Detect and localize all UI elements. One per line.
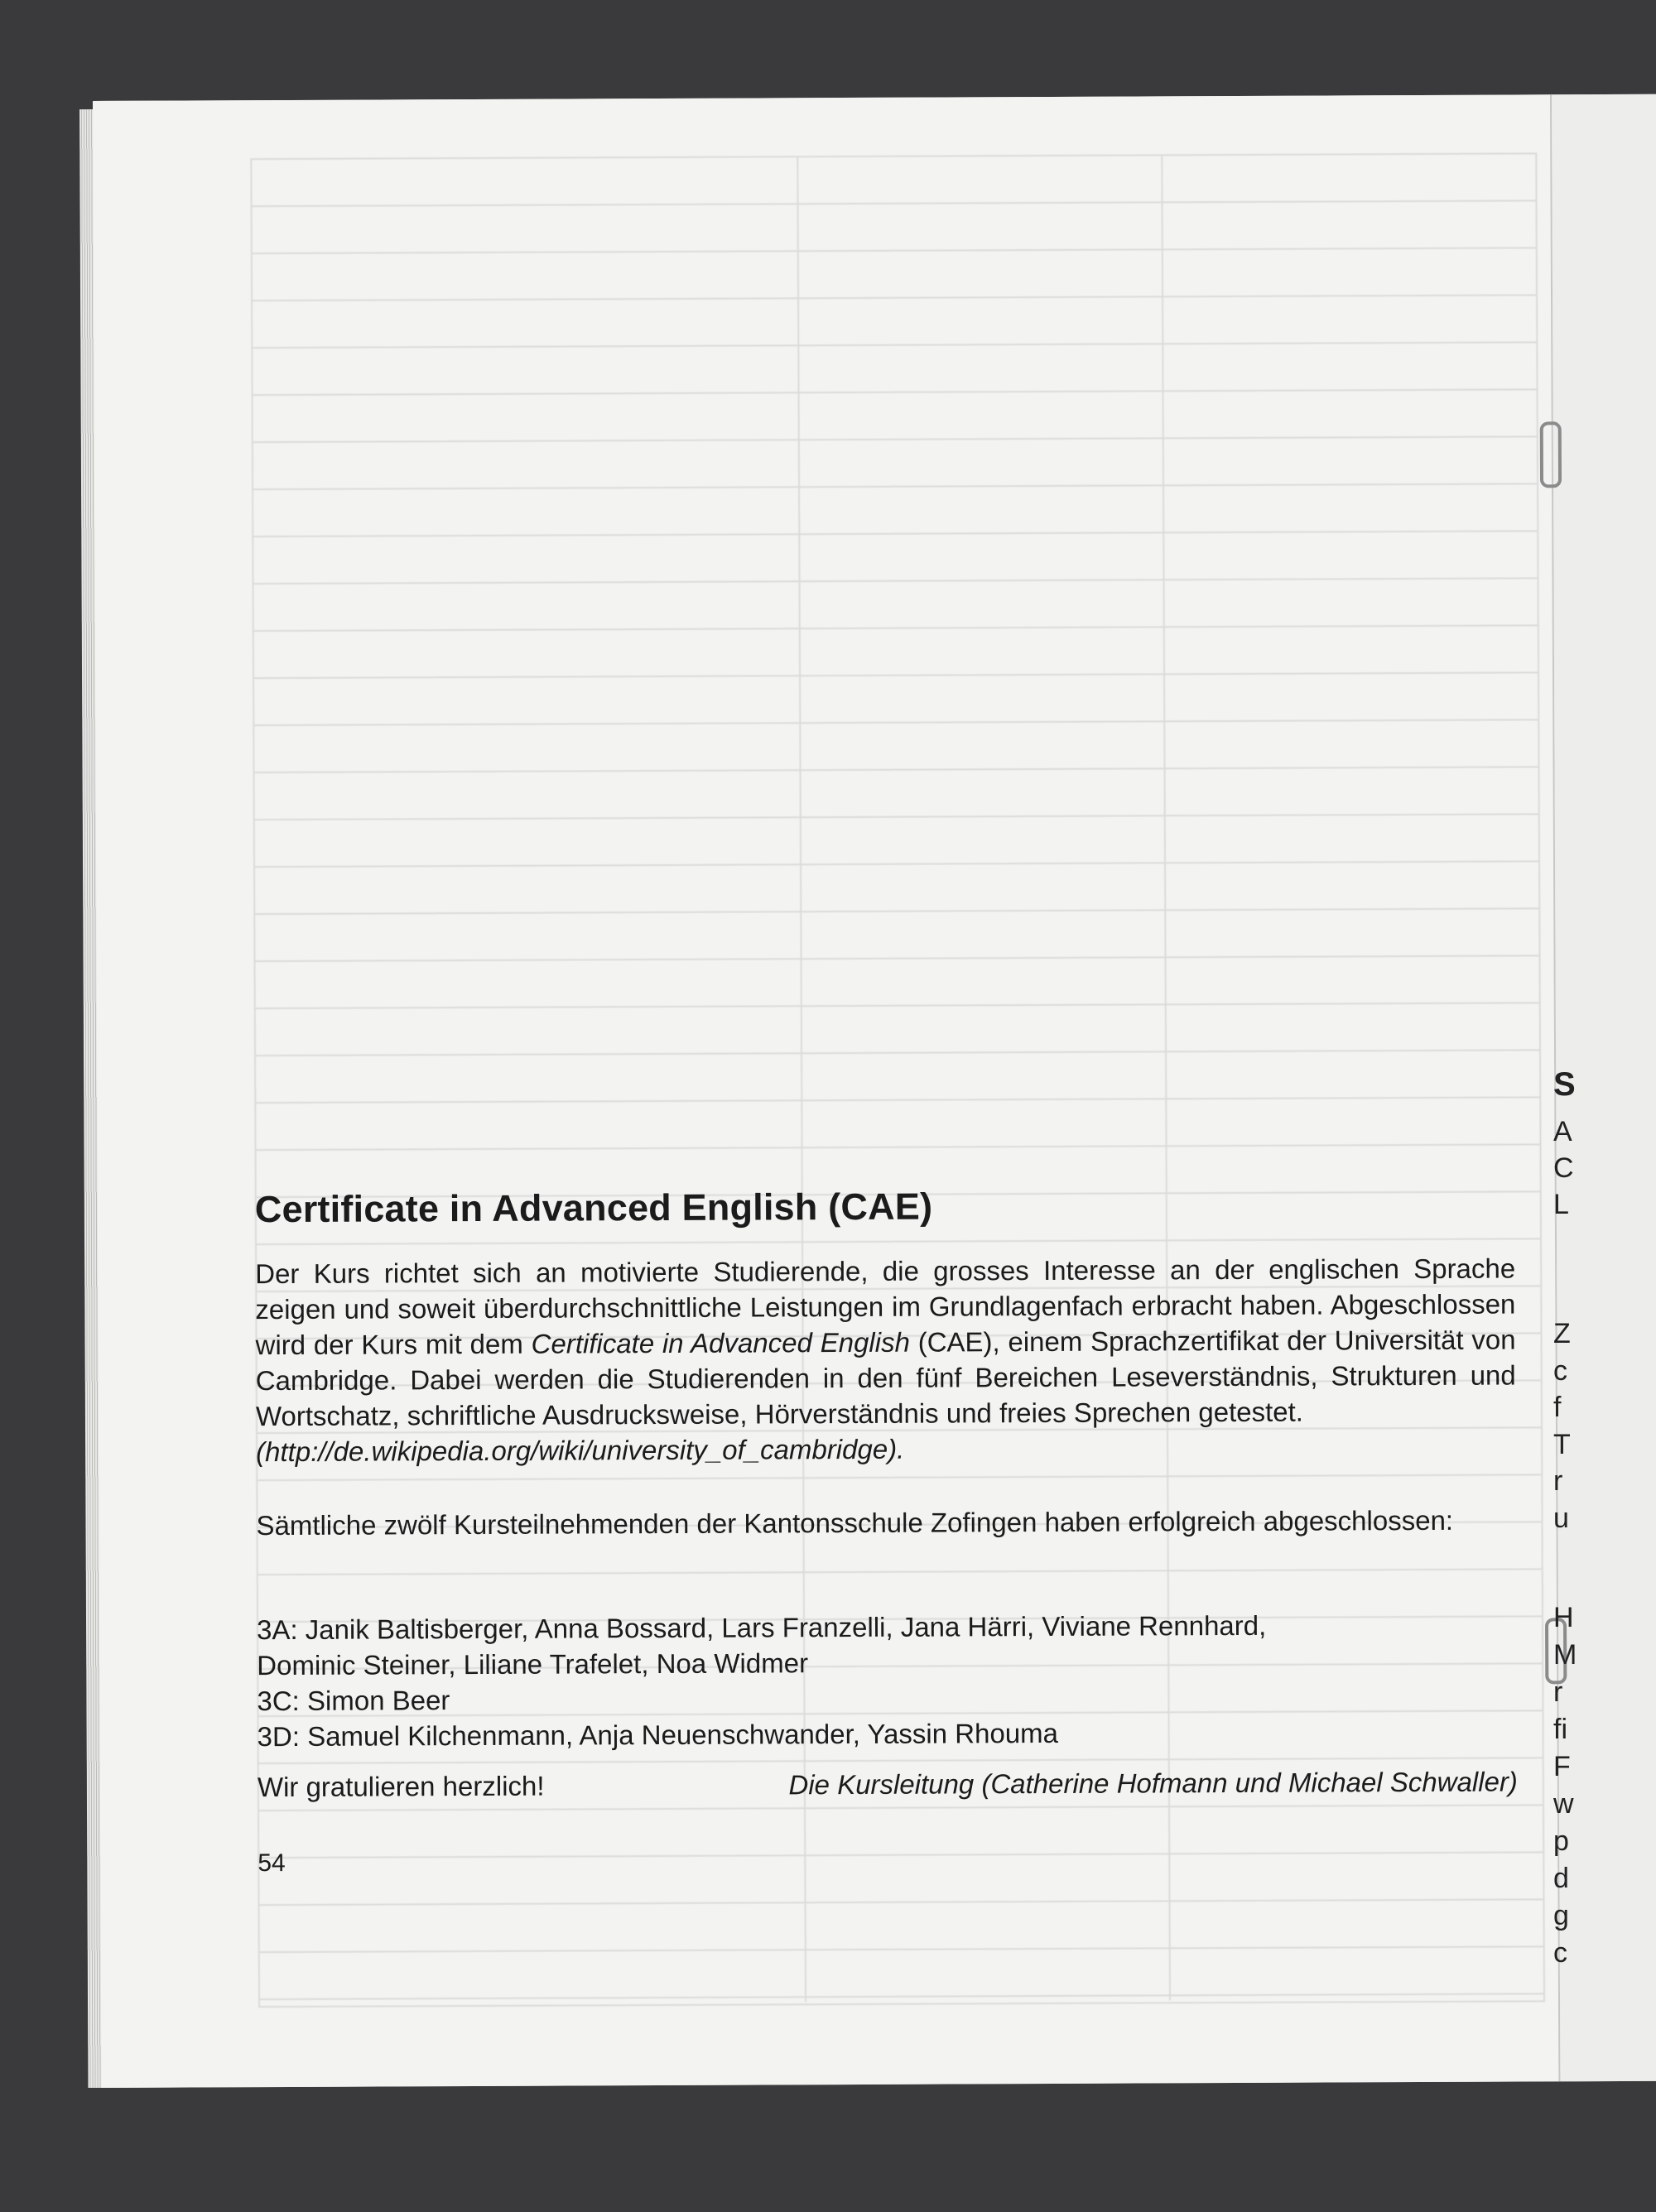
right-letter: g [1553,1900,1569,1931]
signature: Die Kursleitung (Catherine Hofmann und Michael Schwaller) [788,1766,1518,1801]
article [250,95,1518,1878]
list-item: 3A: Janik Baltisberger, Anna Bossard, Lars Franzelli, Jana Härri, Viviane Rennhard, [256,1609,1267,1646]
graduates-intro: Sämtliche zwölf Kursteilnehmenden der Kantonsschule Zofingen haben erfolgreich abgeschlossen: [256,1504,1454,1541]
right-page [1552,94,1656,2082]
book-spread [93,94,1656,2088]
article-title: Certificate in Advanced English (CAE) [254,1185,933,1231]
left-page [93,94,1563,2088]
list-item: Dominic Steiner, Liliane Trafelet, Noa Widmer [257,1647,809,1681]
page-number: 54 [258,1849,286,1878]
list-item: 3C: Simon Beer [257,1685,450,1717]
right-letter: S [1553,1066,1576,1103]
right-letter: r [1553,1465,1563,1497]
intro-text-end: (CAE), einem Sprachzertifikat der Universität von Cambridge. Dabei werden die Studierenden in den fünf Bereichen Leseverständnis, Strukturen und Wortschatz, schriftliche Ausdrucksweise, Hörverständnis und freies Sprechen getestet. [255,1324,1516,1432]
right-letter: f [1553,1392,1562,1423]
source-citation: (http://de.wikipedia.org/wiki/university_of_cambridge). [256,1433,905,1468]
list-item: 3D: Samuel Kilchenmann, Anja Neuenschwander, Yassin Rhouma [257,1717,1059,1753]
right-letter: L [1553,1189,1569,1220]
staple-icon [1540,421,1562,488]
right-letter: T [1553,1429,1571,1460]
right-letter: fi [1553,1714,1567,1745]
staple-icon [1545,1618,1567,1684]
closing-line [258,1764,1518,1806]
intro-paragraph [255,1251,1516,1470]
right-letter: M [1553,1639,1577,1671]
right-letter: H [1553,1602,1574,1633]
right-letter: c [1553,1937,1567,1969]
graduates-list [257,1607,1516,1755]
right-letter: w [1553,1788,1574,1820]
right-letter: F [1553,1751,1571,1782]
intro-text-start: Der Kurs richtet sich an motivierte Studierende, die grosses Interesse an der englischen Sprache zeigen und soweit überdurchschnittliche Leistungen im Grundlagenfach erbracht haben. Abgeschlossen wird der Kurs mit dem [255,1253,1516,1361]
right-letter: c [1553,1355,1567,1387]
right-letter: A [1553,1116,1572,1147]
right-letter: u [1553,1503,1569,1534]
right-letter: C [1553,1152,1574,1184]
right-letter: r [1553,1676,1563,1708]
certificate-name: Certificate in Advanced English [531,1326,910,1359]
right-letter: p [1553,1825,1569,1857]
right-letter: d [1553,1863,1569,1894]
right-letter: Z [1553,1318,1571,1349]
greeting: Wir gratulieren herzlich! [257,1770,545,1803]
